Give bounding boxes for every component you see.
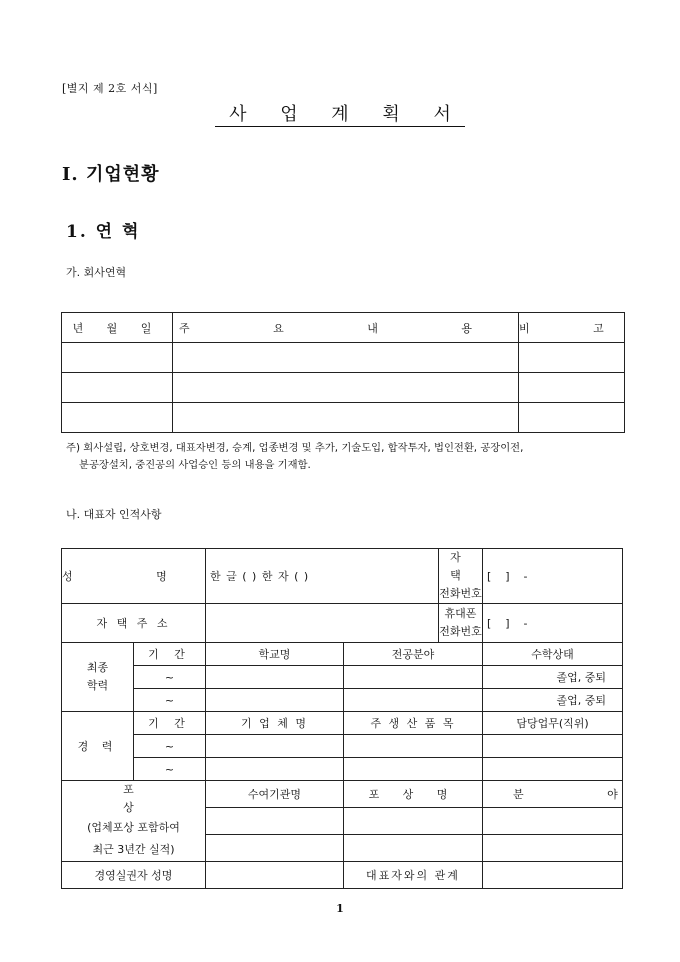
remarks-cell[interactable] bbox=[519, 403, 625, 433]
company-name-label: 기 업 체 명 bbox=[206, 712, 344, 735]
career-header-row bbox=[62, 712, 623, 735]
career-period-cell[interactable]: ~ bbox=[134, 758, 206, 781]
product-cell[interactable] bbox=[344, 735, 483, 758]
name-value[interactable]: 한 글 ( ) 한 자 ( ) bbox=[206, 549, 439, 604]
major-cell[interactable] bbox=[344, 689, 483, 712]
award-label-note1: (업체포상 포함하여 bbox=[87, 821, 180, 834]
home-phone-label-line2: 전화번호 bbox=[439, 587, 482, 600]
award-field-label: 분 야 bbox=[483, 781, 623, 808]
mobile-phone-label-line1: 휴대폰 bbox=[444, 607, 477, 620]
home-phone-label bbox=[439, 549, 483, 604]
date-cell[interactable] bbox=[62, 403, 173, 433]
product-label: 주 생 산 품 목 bbox=[344, 712, 483, 735]
education-label-line2: 학력 bbox=[86, 679, 109, 692]
award-org-cell[interactable] bbox=[206, 835, 344, 862]
school-name-cell[interactable] bbox=[206, 689, 344, 712]
content-cell[interactable] bbox=[173, 373, 519, 403]
edu-period-cell[interactable]: ~ bbox=[134, 666, 206, 689]
document-title bbox=[0, 100, 680, 126]
manager-label: 경영실권자 성명 bbox=[62, 862, 206, 889]
home-phone-label-line1: 자 택 bbox=[450, 551, 471, 582]
education-header-row bbox=[62, 643, 623, 666]
duty-cell[interactable] bbox=[483, 758, 623, 781]
product-cell[interactable] bbox=[344, 758, 483, 781]
education-label-line1: 최종 bbox=[86, 661, 109, 674]
study-status-cell[interactable]: 졸업, 중퇴 bbox=[483, 689, 623, 712]
duty-label: 담당업무(직위) bbox=[483, 712, 623, 735]
career-row bbox=[62, 735, 623, 758]
name-label: 성 명 bbox=[62, 549, 206, 604]
career-label: 경 력 bbox=[62, 712, 134, 781]
major-label: 전공분야 bbox=[344, 643, 483, 666]
award-org-label: 수여기관명 bbox=[206, 781, 344, 808]
relation-cell[interactable] bbox=[483, 862, 623, 889]
date-cell[interactable] bbox=[62, 373, 173, 403]
document-title-text: 사 업 계 획 서 bbox=[215, 104, 465, 127]
career-period-cell[interactable]: ~ bbox=[134, 735, 206, 758]
education-row bbox=[62, 689, 623, 712]
address-row bbox=[62, 604, 623, 643]
education-label bbox=[62, 643, 134, 712]
content-cell[interactable] bbox=[173, 343, 519, 373]
header-content: 주 요 내 용 bbox=[173, 313, 519, 343]
section-heading: Ⅰ. 기업현황 bbox=[62, 164, 160, 185]
award-name-cell[interactable] bbox=[344, 835, 483, 862]
note-line: 분공장설치, 중진공의 사업승인 등의 내용을 기재함. bbox=[79, 459, 311, 471]
subsection-heading: 1. 연 혁 bbox=[66, 222, 141, 242]
address-value[interactable] bbox=[206, 604, 439, 643]
representative-heading: 나. 대표자 인적사항 bbox=[66, 508, 162, 521]
company-history-table bbox=[61, 312, 634, 433]
mobile-phone-value[interactable]: [ ] - bbox=[483, 604, 623, 643]
table-header-row bbox=[62, 313, 625, 343]
edu-period-label: 기 간 bbox=[134, 643, 206, 666]
award-field-cell[interactable] bbox=[483, 835, 623, 862]
company-name-cell[interactable] bbox=[206, 735, 344, 758]
remarks-cell[interactable] bbox=[519, 343, 625, 373]
career-period-label: 기 간 bbox=[134, 712, 206, 735]
form-label: [별지 제 2호 서식] bbox=[62, 82, 158, 95]
history-note bbox=[66, 440, 631, 474]
home-phone-value[interactable]: [ ] - bbox=[483, 549, 623, 604]
table-row bbox=[62, 343, 625, 373]
company-name-cell[interactable] bbox=[206, 758, 344, 781]
date-cell[interactable] bbox=[62, 343, 173, 373]
header-date: 년 월 일 bbox=[62, 313, 173, 343]
study-status-cell[interactable]: 졸업, 중퇴 bbox=[483, 666, 623, 689]
relation-label: 대표자와의 관계 bbox=[344, 862, 483, 889]
study-status-label: 수학상태 bbox=[483, 643, 623, 666]
table-row bbox=[62, 373, 625, 403]
award-field-cell[interactable] bbox=[483, 808, 623, 835]
school-name-cell[interactable] bbox=[206, 666, 344, 689]
edu-period-cell[interactable]: ~ bbox=[134, 689, 206, 712]
award-name-label: 포 상 명 bbox=[344, 781, 483, 808]
address-label: 자 택 주 소 bbox=[62, 604, 206, 643]
table-row bbox=[62, 403, 625, 433]
major-cell[interactable] bbox=[344, 666, 483, 689]
mobile-phone-label-line2: 전화번호 bbox=[439, 625, 482, 638]
award-name-cell[interactable] bbox=[344, 808, 483, 835]
manager-row bbox=[62, 862, 623, 889]
award-header-row bbox=[62, 781, 623, 808]
career-row bbox=[62, 758, 623, 781]
remarks-cell[interactable] bbox=[519, 373, 625, 403]
company-history-heading: 가. 회사연혁 bbox=[66, 266, 127, 279]
award-label-title: 포 상 bbox=[123, 783, 174, 814]
note-line: 주) 회사설립, 상호변경, 대표자변경, 승계, 업종변경 및 추가, 기술도입, 합작투자, 법인전환, 공장이전, bbox=[66, 442, 524, 454]
education-row bbox=[62, 666, 623, 689]
content-cell[interactable] bbox=[173, 403, 519, 433]
school-name-label: 학교명 bbox=[206, 643, 344, 666]
page-number: 1 bbox=[336, 902, 344, 915]
award-org-cell[interactable] bbox=[206, 808, 344, 835]
mobile-phone-label bbox=[439, 604, 483, 643]
representative-table bbox=[61, 548, 658, 889]
name-row bbox=[62, 549, 623, 604]
award-label-note2: 최근 3년간 실적) bbox=[92, 843, 175, 856]
award-label bbox=[62, 781, 206, 862]
duty-cell[interactable] bbox=[483, 735, 623, 758]
header-remarks: 비 고 bbox=[519, 313, 625, 343]
manager-name-cell[interactable] bbox=[206, 862, 344, 889]
